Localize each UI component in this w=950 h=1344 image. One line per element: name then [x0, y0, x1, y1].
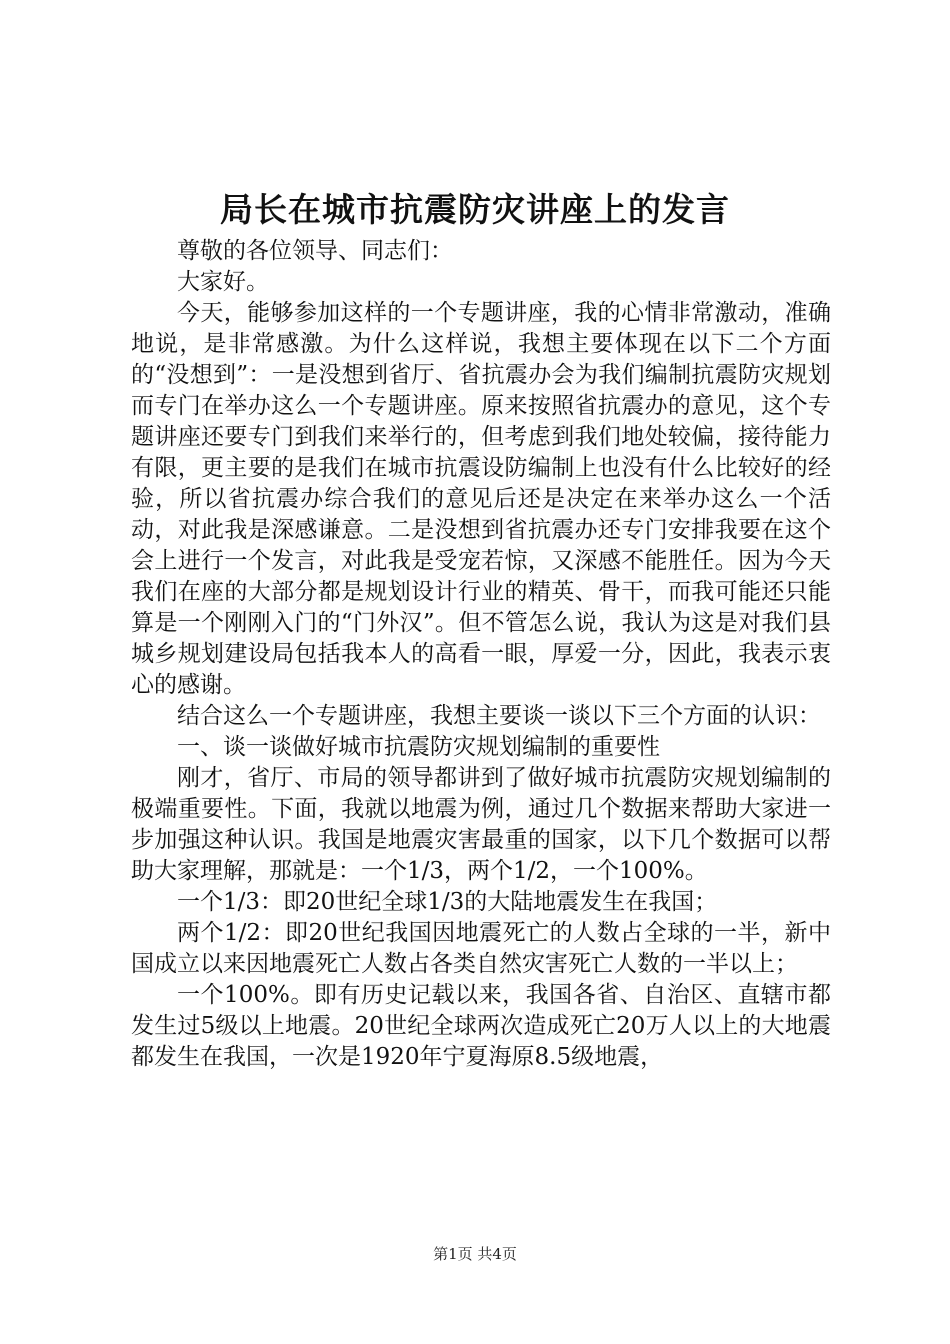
body-paragraph: 两个1/2：即20世纪我国因地震死亡的人数占全球的一半，新中国成立以来因地震死亡人数占各类自然灾害死亡人数的一半以上；: [131, 920, 831, 977]
section-heading: 一、谈一谈做好城市抗震防灾规划编制的重要性: [177, 734, 660, 760]
body-paragraph: 一个100%。即有历史记载以来，我国各省、自治区、直辖市都发生过5级以上地震。20世纪全球两次造成死亡20万人以上的大地震都发生在我国，一次是1920年宁夏海原8.5级地震，: [131, 982, 831, 1070]
greeting: 大家好。: [177, 269, 269, 295]
document-title: 局长在城市抗震防灾讲座上的发言: [220, 190, 730, 229]
salutation: 尊敬的各位领导、同志们：: [177, 238, 453, 264]
document-body: [131, 236, 831, 1073]
body-paragraph: 刚才，省厅、市局的领导都讲到了做好城市抗震防灾规划编制的极端重要性。下面，我就以地震为例，通过几个数据来帮助大家进一步加强这种认识。我国是地震灾害最重的国家，以下几个数据可以帮助大家理解，那就是：一个1/3，两个1/2，一个100%。: [131, 765, 831, 884]
body-paragraph: 一个1/3：即20世纪全球1/3的大陆地震发生在我国；: [177, 889, 718, 915]
page-footer: 第1页 共4页: [433, 1245, 517, 1263]
body-paragraph: 结合这么一个专题讲座，我想主要谈一谈以下三个方面的认识：: [177, 703, 821, 729]
body-paragraph: 今天，能够参加这样的一个专题讲座，我的心情非常激动，准确地说，是非常感激。为什么这样说，我想主要体现在以下二个方面的“没想到”：一是没想到省厅、省抗震办会为我们编制抗震防灾规划而专门在举办这么一个专题讲座。原来按照省抗震办的意见，这个专题讲座还要专门到我们来举行的，但考虑到我们地处较偏，接待能力有限，更主要的是我们在城市抗震设防编制上也没有什么比较好的经验，所以省抗震办综合我们的意见后还是决定在来举办这么一个活动，对此我是深感谦意。二是没想到省抗震办还专门安排我要在这个会上进行一个发言，对此我是受宠若惊，又深感不能胜任。因为今天我们在座的大部分都是规划设计行业的精英、骨干，而我可能还只能算是一个刚刚入门的“门外汉”。但不管怎么说，我认为这是对我们县城乡规划建设局包括我本人的高看一眼，厚爱一分，因此，我表示衷心的感谢。: [131, 300, 831, 698]
